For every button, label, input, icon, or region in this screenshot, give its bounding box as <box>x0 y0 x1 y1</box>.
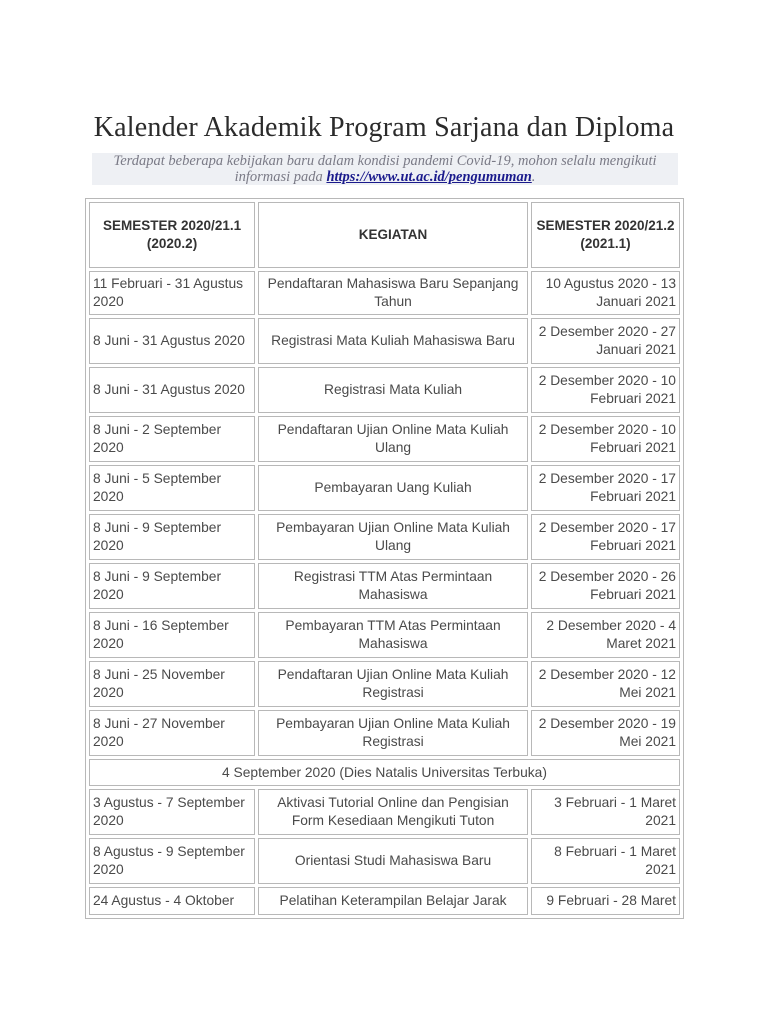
cell-semester-1: 8 Juni - 31 Agustus 2020 <box>89 318 255 364</box>
cell-semester-2: 2 Desember 2020 - 26 Februari 2021 <box>531 563 680 609</box>
cell-semester-2: 2 Desember 2020 - 19 Mei 2021 <box>531 710 680 756</box>
cell-kegiatan: Pendaftaran Ujian Online Mata Kuliah Ulang <box>258 416 528 462</box>
table-row <box>89 563 680 609</box>
cell-semester-2: 2 Desember 2020 - 4 Maret 2021 <box>531 612 680 658</box>
table-row <box>89 271 680 315</box>
notice-text: Terdapat beberapa kebijakan baru dalam kondisi pandemi Covid-19, mohon selalu mengikuti informasi pada <box>113 153 657 185</box>
cell-semester-1: 8 Juni - 31 Agustus 2020 <box>89 367 255 413</box>
header-semester-1: SEMESTER 2020/21.1 (2020.2) <box>89 202 255 268</box>
cell-kegiatan: Registrasi Mata Kuliah <box>258 367 528 413</box>
cell-semester-1: 11 Februari - 31 Agustus 2020 <box>89 271 255 315</box>
cell-semester-2: 2 Desember 2020 - 10 Februari 2021 <box>531 367 680 413</box>
table-row <box>89 710 680 756</box>
table-row <box>89 887 680 915</box>
cell-semester-2: 2 Desember 2020 - 10 Februari 2021 <box>531 416 680 462</box>
cell-kegiatan: Registrasi TTM Atas Permintaan Mahasiswa <box>258 563 528 609</box>
cell-semester-2: 2 Desember 2020 - 27 Januari 2021 <box>531 318 680 364</box>
table-row <box>89 661 680 707</box>
cell-semester-1: 8 Juni - 2 September 2020 <box>89 416 255 462</box>
table-row <box>89 465 680 511</box>
table-row <box>89 318 680 364</box>
cell-semester-1: 3 Agustus - 7 September 2020 <box>89 789 255 835</box>
table-row <box>89 367 680 413</box>
cell-kegiatan: Pembayaran TTM Atas Permintaan Mahasiswa <box>258 612 528 658</box>
cell-semester-1: 8 Agustus - 9 September 2020 <box>89 838 255 884</box>
cell-semester-1: 8 Juni - 9 September 2020 <box>89 514 255 560</box>
dies-natalis-cell: 4 September 2020 (Dies Natalis Universitas Terbuka) <box>89 759 680 786</box>
academic-calendar-table <box>85 198 684 919</box>
notice-end: . <box>531 169 536 185</box>
cell-kegiatan: Registrasi Mata Kuliah Mahasiswa Baru <box>258 318 528 364</box>
header-semester-2: SEMESTER 2020/21.2 (2021.1) <box>531 202 680 268</box>
header-kegiatan: KEGIATAN <box>258 202 528 268</box>
cell-semester-1: 8 Juni - 9 September 2020 <box>89 563 255 609</box>
cell-semester-1: 8 Juni - 25 November 2020 <box>89 661 255 707</box>
cell-semester-2: 9 Februari - 28 Maret <box>531 887 680 915</box>
cell-kegiatan: Aktivasi Tutorial Online dan Pengisian Form Kesediaan Mengikuti Tuton <box>258 789 528 835</box>
cell-semester-2: 3 Februari - 1 Maret 2021 <box>531 789 680 835</box>
cell-semester-2: 2 Desember 2020 - 17 Februari 2021 <box>531 465 680 511</box>
cell-kegiatan: Pembayaran Ujian Online Mata Kuliah Registrasi <box>258 710 528 756</box>
cell-semester-1: 8 Juni - 16 September 2020 <box>89 612 255 658</box>
cell-kegiatan: Pendaftaran Mahasiswa Baru Sepanjang Tahun <box>258 271 528 315</box>
table-row-full <box>89 759 680 786</box>
table-row <box>89 612 680 658</box>
cell-kegiatan: Pembayaran Uang Kuliah <box>258 465 528 511</box>
cell-semester-1: 8 Juni - 27 November 2020 <box>89 710 255 756</box>
table-row <box>89 416 680 462</box>
table-row <box>89 838 680 884</box>
cell-kegiatan: Orientasi Studi Mahasiswa Baru <box>258 838 528 884</box>
cell-semester-2: 2 Desember 2020 - 12 Mei 2021 <box>531 661 680 707</box>
announcement-link[interactable]: https://www.ut.ac.id/pengumuman <box>326 169 532 185</box>
cell-kegiatan: Pembayaran Ujian Online Mata Kuliah Ulang <box>258 514 528 560</box>
table-row <box>89 514 680 560</box>
cell-semester-2: 10 Agustus 2020 - 13 Januari 2021 <box>531 271 680 315</box>
cell-semester-1: 8 Juni - 5 September 2020 <box>89 465 255 511</box>
table-row <box>89 789 680 835</box>
cell-semester-2: 8 Februari - 1 Maret 2021 <box>531 838 680 884</box>
cell-semester-2: 2 Desember 2020 - 17 Februari 2021 <box>531 514 680 560</box>
cell-semester-1: 24 Agustus - 4 Oktober <box>89 887 255 915</box>
page-title: Kalender Akademik Program Sarjana dan Diploma <box>93 112 675 143</box>
cell-kegiatan: Pelatihan Keterampilan Belajar Jarak <box>258 887 528 915</box>
cell-kegiatan: Pendaftaran Ujian Online Mata Kuliah Registrasi <box>258 661 528 707</box>
notice-banner <box>92 153 678 185</box>
table-header-row <box>89 202 680 268</box>
